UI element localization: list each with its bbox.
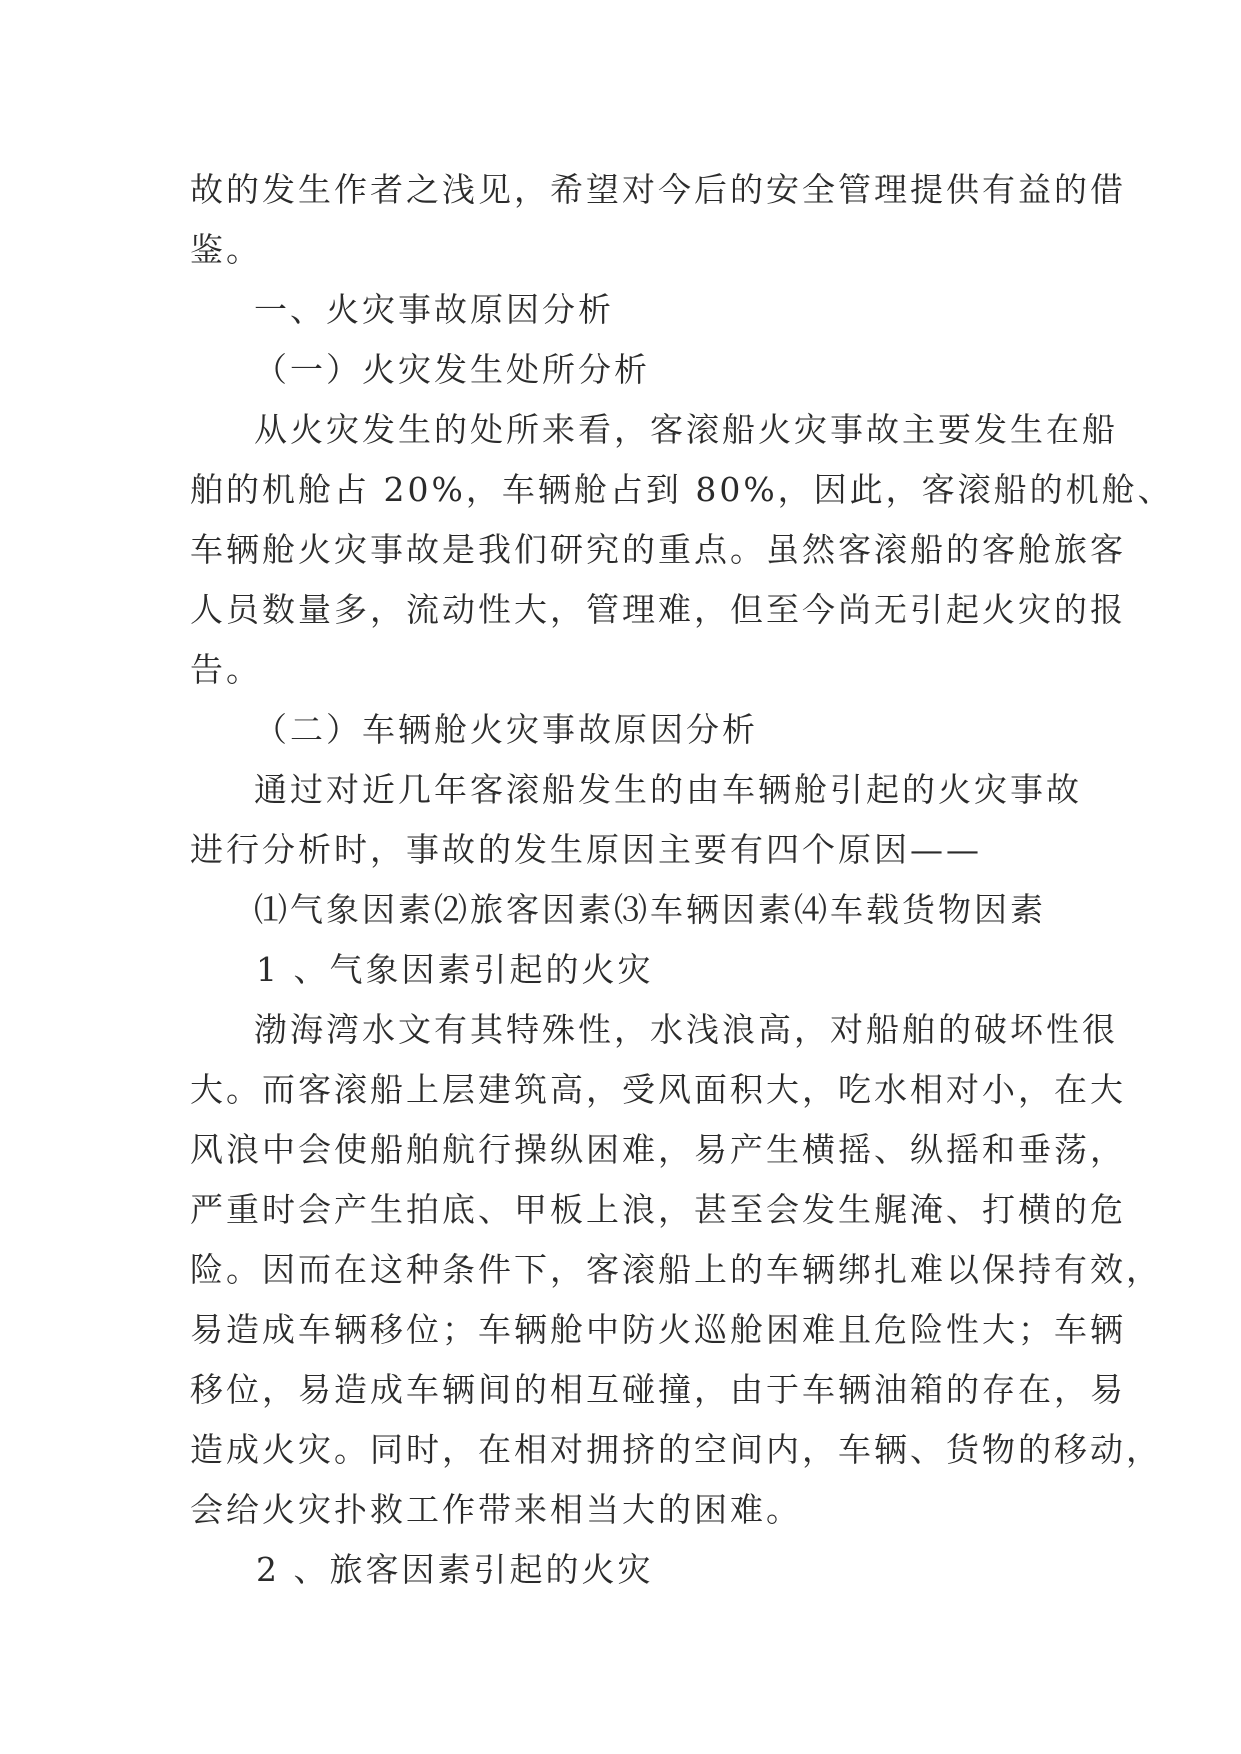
subsection-heading: （二）车辆舱火灾事故原因分析 [254, 710, 758, 749]
paragraph-line: 人员数量多，流动性大，管理难，但至今尚无引起火灾的报 [190, 590, 1126, 629]
subsubsection-heading: 2 、旅客因素引起的火灾 [256, 1550, 654, 1589]
subsection-heading: （一）火灾发生处所分析 [254, 350, 650, 389]
paragraph-line: 会给火灾扑救工作带来相当大的困难。 [190, 1490, 802, 1529]
paragraph-line: 告。 [190, 650, 262, 689]
paragraph-line: 故的发生作者之浅见，希望对今后的安全管理提供有益的借 [190, 170, 1126, 209]
paragraph-line: 从火灾发生的处所来看，客滚船火灾事故主要发生在船 [254, 410, 1118, 449]
paragraph-line: 鉴。 [190, 230, 262, 269]
paragraph-line: 严重时会产生拍底、甲板上浪，甚至会发生艉淹、打横的危 [190, 1190, 1126, 1229]
paragraph-line: 进行分析时，事故的发生原因主要有四个原因—— [190, 830, 982, 869]
section-heading: 一、火灾事故原因分析 [254, 290, 614, 329]
paragraph-line: 舶的机舱占 20%，车辆舱占到 80%，因此，客滚船的机舱、 [190, 470, 1174, 509]
document-body [190, 160, 1174, 1600]
paragraph-line: 风浪中会使船舶航行操纵困难，易产生横摇、纵摇和垂荡， [190, 1130, 1126, 1169]
paragraph-line: 造成火灾。同时，在相对拥挤的空间内，车辆、货物的移动， [190, 1430, 1162, 1469]
paragraph-line: 大。而客滚船上层建筑高，受风面积大，吃水相对小，在大 [190, 1070, 1126, 1109]
paragraph-line: 渤海湾水文有其特殊性，水浅浪高，对船舶的破坏性很 [254, 1010, 1118, 1049]
paragraph-line: 险。因而在这种条件下，客滚船上的车辆绑扎难以保持有效， [190, 1250, 1162, 1289]
paragraph-line: 易造成车辆移位；车辆舱中防火巡舱困难且危险性大；车辆 [190, 1310, 1126, 1349]
subsubsection-heading: 1 、气象因素引起的火灾 [256, 950, 654, 989]
paragraph-line: ⑴气象因素⑵旅客因素⑶车辆因素⑷车载货物因素 [254, 890, 1046, 929]
paragraph-line: 通过对近几年客滚船发生的由车辆舱引起的火灾事故 [254, 770, 1082, 809]
paragraph-line: 移位，易造成车辆间的相互碰撞，由于车辆油箱的存在，易 [190, 1370, 1126, 1409]
paragraph-line: 车辆舱火灾事故是我们研究的重点。虽然客滚船的客舱旅客 [190, 530, 1126, 569]
